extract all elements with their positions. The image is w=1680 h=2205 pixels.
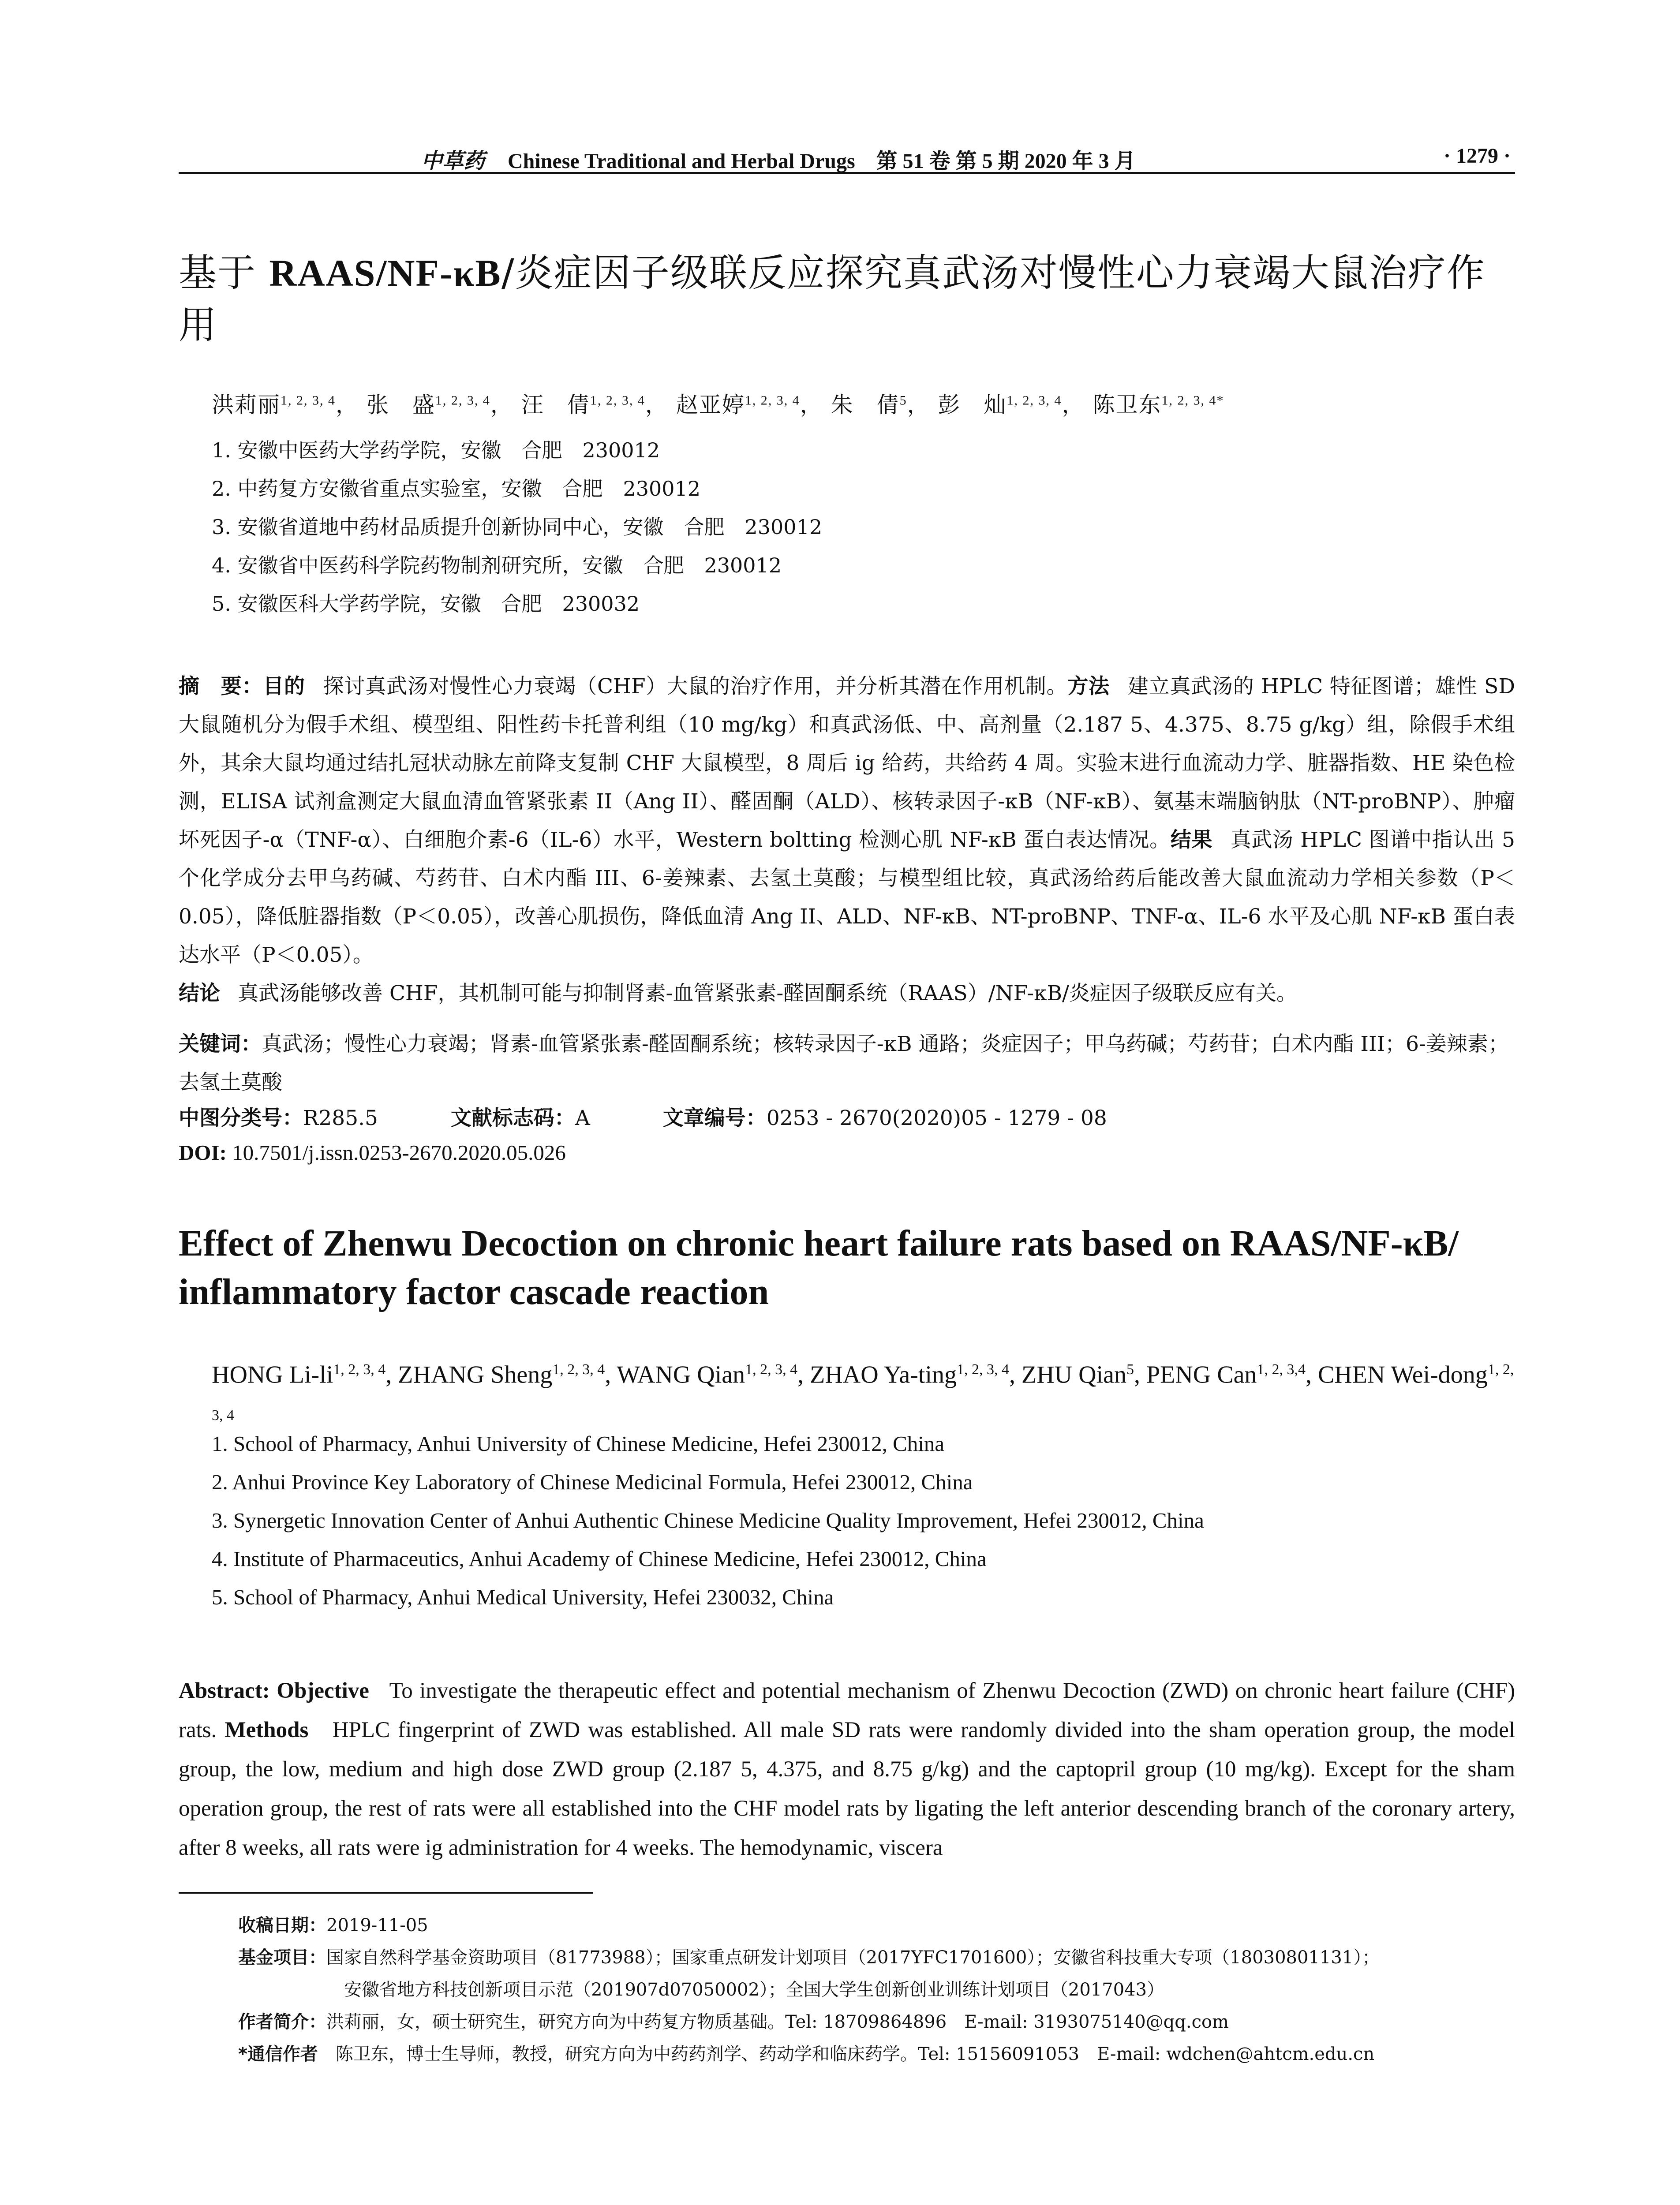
affiliation-en: 2. Anhui Province Key Laboratory of Chinese Medicinal Formula, Hefei 230012, China [212,1470,973,1494]
objective-cn: 探讨真武汤对慢性心力衰竭（CHF）大鼠的治疗作用，并分析其潜在作用机制。 [322,674,1068,699]
objective-label-cn: 目的 [263,674,305,699]
author-en-aff: 1, 2, 3, 4 [552,1361,605,1378]
author-en-aff: 1, 2, 3, 4 [957,1361,1010,1378]
author-cn: 彭 灿 [938,392,1007,418]
author-cn-aff: 1, 2, 3, 4* [1161,393,1224,408]
affiliation-cn: 5. 安徽医科大学药学院，安徽 合肥 230032 [212,592,640,616]
journal-issue: Chinese Traditional and Herbal Drugs 第 51 卷 第 5 期 2020 年 3 月 [508,149,1136,173]
received-label: 收稿日期： [238,1915,326,1936]
running-header [179,140,1515,174]
affiliations-en [212,1431,1513,1623]
author-en-aff: 1, 2, 3, 4 [212,1361,1514,1424]
page-number: · 1279 · [1443,144,1511,168]
article-label: 文章编号： [662,1106,767,1130]
funding-line-1: 国家自然科学基金资助项目（81773988）；国家重点研发计划项目（2017YFC1701600）；安徽省科技重大专项（18030801131）； [326,1947,1380,1968]
keywords-text-cn: 真武汤；慢性心力衰竭；肾素-血管紧张素-醛固酮系统；核转录因子-κB 通路；炎症因子；甲乌药碱；芍药苷；白术内酯 III；6-姜辣素；去氢土莫酸 [179,1032,1509,1095]
conclusion-cn: 真武汤能够改善 CHF，其机制可能与抑制肾素-血管紧张素-醛固酮系统（RAAS）/NF-κB/炎症因子级联反应有关。 [238,981,1297,1005]
affiliation-en: 3. Synergetic Innovation Center of Anhui Authentic Chinese Medicine Quality Improvement, Hefei 230012, China [212,1508,1204,1532]
affiliation-en: 4. Institute of Pharmaceutics, Anhui Academy of Chinese Medicine, Hefei 230012, China [212,1547,987,1571]
author-en: ZHANG Sheng [398,1361,553,1389]
title-cn-rest: /炎症因子级联反应探究真武汤对慢性心力衰竭大鼠治疗作用 [179,251,1485,347]
author-en: WANG Qian [617,1361,745,1389]
affiliation-cn: 3. 安徽省道地中药材品质提升创新协同中心，安徽 合肥 230012 [212,515,823,539]
author-cn-aff: 1, 2, 3, 4 [1007,393,1062,408]
received-value: 2019-11-05 [326,1915,428,1936]
doc-label: 文献标志码： [450,1106,575,1130]
title-en: Effect of Zhenwu Decoction on chronic heart failure rats based on RAAS/NF-κB/ inflammatory factor cascade reaction [179,1223,1459,1312]
author-cn-aff: 1, 2, 3, 4 [281,393,336,408]
author-bio-text: 洪莉丽，女，硕士研究生，研究方向为中药复方物质基础。Tel: 18709864896 E-mail: 3193075140@qq.com [326,2012,1229,2032]
affiliation-cn: 4. 安徽省中医药科学院药物制剂研究所，安徽 合肥 230012 [212,553,782,577]
results-cn: 真武汤 HPLC 图谱中指认出 5 个化学成分去甲乌药碱、芍药苷、白术内酯 III、6-姜辣素、去氢土莫酸；与模型组比较，真武汤给药后能改善大鼠血流动力学相关参数（P＜0.05），降低脏器指数（P＜0.05），改善心肌损伤，降低血清 Ang II、ALD、NF-κB、NT-proBNP、TNF-α、IL-6 水平及心肌 NF-κB 蛋白表达水平（P＜0.05）。 [179,828,1515,967]
methods-label-cn: 方法 [1067,674,1110,699]
clc-label: 中图分类号： [179,1106,303,1130]
methods-cn: 建立真武汤的 HPLC 特征图谱；雄性 SD 大鼠随机分为假手术组、模型组、阳性药卡托普利组（10 mg/kg）和真武汤低、中、高剂量（2.187 5、4.375、8.75 g/kg）组，除假手术组外，其余大鼠均通过结扎冠状动脉左前降支复制 CHF 大鼠模型，8 周后 ig 给药，共给药 4 周。实验末进行血流动力学、脏器指数、HE 染色检测，ELISA 试剂盒测定大鼠血清血管紧张素 II（Ang II）、醛固酮（ALD）、核转录因子-κB（NF-κB）、氨基末端脑钠肽（NT-proBNP）、肿瘤坏死因子-α（TNF-α）、白细胞介素-6（IL-6）水平，Western boltting 检测心肌 NF-κB 蛋白表达情况。 [179,674,1515,852]
author-cn: 朱 倩 [831,392,900,418]
received-date [238,1910,1517,1942]
clc-number [179,1106,378,1130]
title-cn [179,247,1515,351]
doc-value: A [575,1106,590,1130]
keywords-cn [179,1025,1515,1102]
author-en: HONG Li-li [212,1361,333,1389]
author-en: CHEN Wei-dong [1317,1361,1488,1389]
author-cn: 张 盛 [366,392,435,418]
objective-en: To investigate the therapeutic effect and potential mechanism of Zhenwu Decoction (ZWD) on chronic heart failure (CHF) rats. [179,1678,1515,1742]
doi-line [179,1140,566,1165]
author-cn: 赵亚婷 [676,392,745,418]
author-en: ZHAO Ya-ting [810,1361,957,1389]
authors-en: HONG Li-li$^{1, 2, 3, 4}$, ZHANG Sheng$^{1, 2, 3, 4}$, WANG Qian$^{1, 2, 3, 4}$, ZHAO Ya-ting$^{1, 2, 3, 4}$, ZHU Qian$^5$, PENG Can$^{1, 2, 3,4}$, CHEN Wei-dong$^{1, 2, 3, 4}$ [212,1361,1514,1424]
clc-value: R285.5 [303,1106,378,1130]
affiliations-cn [212,434,1513,626]
footnotes [238,1910,1517,2070]
conclusion-label-cn: 结论 [179,981,220,1005]
affiliation-en: 5. School of Pharmacy, Anhui Medical University, Hefei 230032, China [212,1585,834,1609]
funding-continued: 安徽省地方科技创新项目示范（201907d07050002）；全国大学生创新创业训练计划项目（2017043） [344,1980,1165,2000]
abstract-cn [179,667,1515,1013]
affiliation-en: 1. School of Pharmacy, Anhui University of Chinese Medicine, Hefei 230012, China [212,1431,945,1456]
author-cn: 汪 倩 [521,392,590,418]
abstract-cn-label: 摘 要： [179,674,263,699]
author-bio [238,2006,1517,2038]
corresponding-author [238,2038,1517,2070]
author-en-aff: 5 [1126,1361,1134,1378]
doi-value[interactable]: 10.7501/j.issn.0253-2670.2020.05.026 [232,1140,566,1165]
affiliation-cn: 1. 安徽中医药大学药学院，安徽 合肥 230012 [212,438,660,462]
journal-name [421,144,1136,174]
methods-label-en: Methods [224,1718,309,1742]
corr-text: 陈卫东，博士生导师，教授，研究方向为中药药剂学、药动学和临床药学。Tel: 15156091053 E-mail: wdchen@ahtcm.edu.cn [335,2044,1375,2064]
document-code [451,1106,590,1130]
author-bio-label: 作者简介： [238,2012,326,2032]
methods-en: HPLC fingerprint of ZWD was established. All male SD rats were randomly divided into the sham operation group, the model group, the low, medium and high dose ZWD group (2.187 5, 4.375, and 8.75 g/kg) and the captopril group (10 mg/kg). Except for the sham operation group, the rest of rats were all established into the CHF model rats by ligating the left anterior descending branch of the coronary artery, after 8 weeks, all rats were ig administration for 4 weeks. The hemodynamic, viscera [179,1718,1515,1860]
author-cn-aff: 1, 2, 3, 4 [745,393,800,408]
author-en-aff: 1, 2, 3, 4 [333,1361,386,1378]
author-cn-aff: 1, 2, 3, 4 [435,393,490,408]
author-en: PENG Can [1146,1361,1257,1389]
title-cn-prefix: 基于 [179,251,269,295]
keywords-label-cn: 关键词： [179,1032,262,1056]
article-value: 0253 - 2670(2020)05 - 1279 - 08 [766,1106,1107,1130]
abstract-en-label: Abstract: Objective [179,1678,369,1703]
funding-label: 基金项目： [238,1947,326,1968]
article-number [663,1106,1107,1130]
classification-line [179,1102,1173,1131]
author-cn: 洪莉丽 [212,392,281,418]
author-cn-aff: 1, 2, 3, 4 [590,393,645,408]
journal-logo-cn: 中草药 [421,149,485,173]
results-label-cn: 结果 [1170,828,1213,852]
doi-label: DOI: [179,1140,227,1165]
title-cn-latin: RAAS/NF-κB [269,252,501,294]
funding [238,1942,1517,1974]
author-en-aff: 1, 2, 3, 4 [745,1361,798,1378]
abstract-en [179,1671,1515,1868]
author-en-aff: 1, 2, 3,4 [1257,1361,1306,1378]
author-cn-aff: 5 [899,393,907,408]
author-en: ZHU Qian [1021,1361,1126,1389]
affiliation-cn: 2. 中药复方安徽省重点实验室，安徽 合肥 230012 [212,477,701,501]
corr-label: *通信作者 [238,2044,318,2064]
authors-cn: 洪莉丽$^{1, 2, 3, 4}$， 张 盛$^{1, 2, 3, 4}$， 汪 倩$^{1, 2, 3, 4}$， 赵亚婷$^{1, 2, 3, 4}$， 朱 倩$^5$， 彭 灿$^{1, 2, 3, 4}$， 陈卫东$^{1, 2, 3, 4*}$ [212,392,1224,418]
footnote-divider [179,1892,593,1894]
author-cn: 陈卫东 [1093,392,1162,418]
